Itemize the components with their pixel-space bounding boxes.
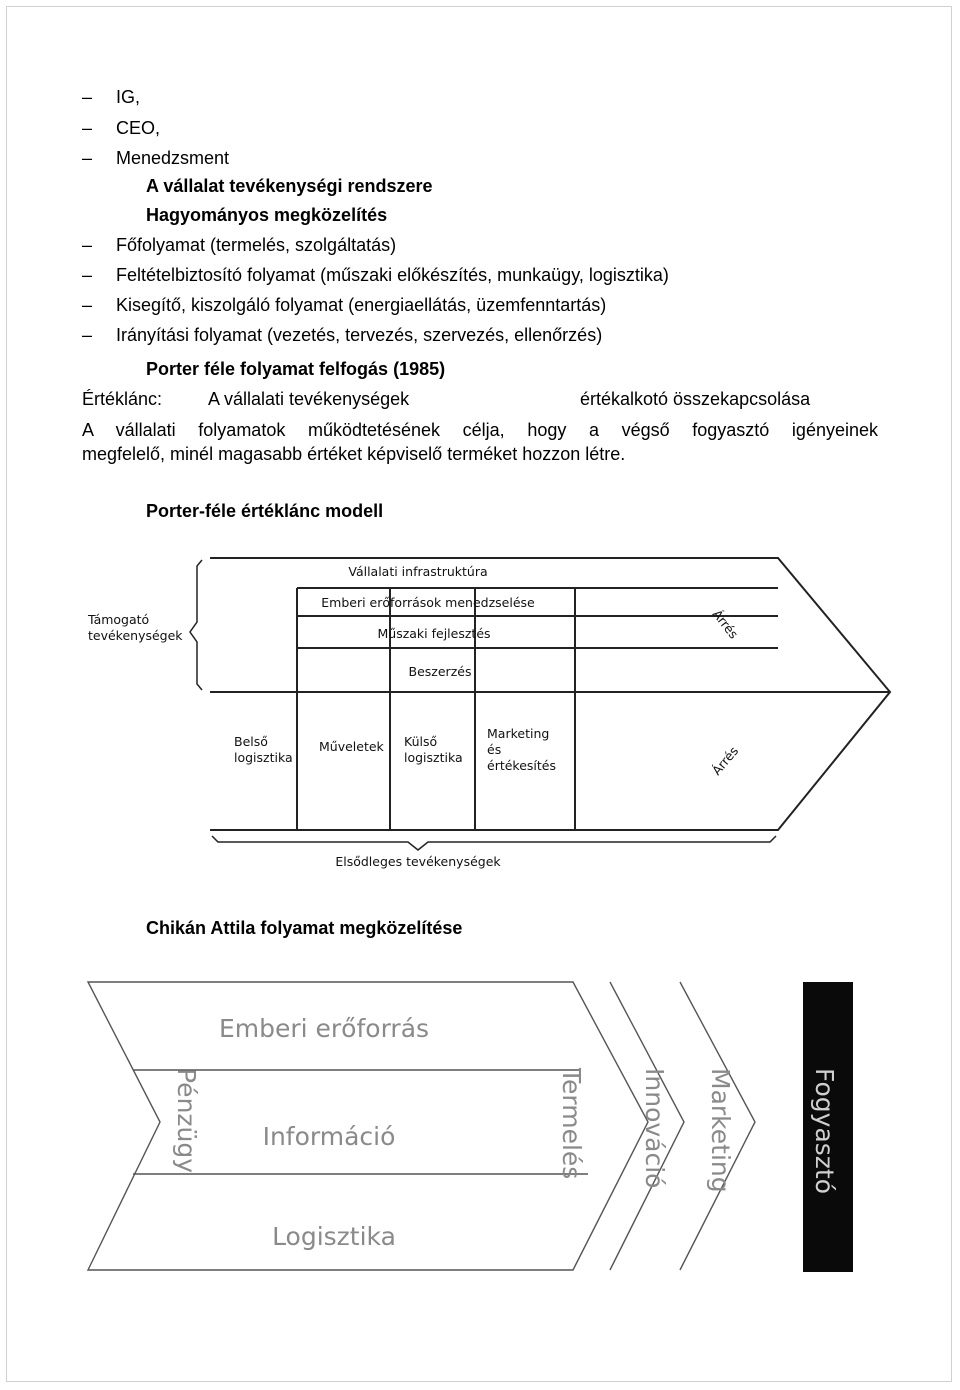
- paragraph-line-1: A vállalati folyamatok működtetésének célja, hogy a végső fogyasztó igényeinek: [82, 420, 878, 440]
- list-item: – Főfolyamat (termelés, szolgáltatás): [82, 235, 397, 255]
- primary-brace: [212, 836, 776, 850]
- porter-value-chain-diagram: [0, 540, 960, 880]
- list-item: – Irányítási folyamat (vezetés, tervezés, szervezés, ellenőrzés): [82, 325, 603, 345]
- porter-marketing-label-3: értékesítés: [487, 758, 556, 773]
- porter-support-label-2: tevékenységek: [88, 628, 183, 643]
- chikan-innovation-label: Innováció: [640, 1068, 669, 1189]
- list-item: – Feltételbiztosító folyamat (műszaki előkészítés, munkaügy, logisztika): [82, 265, 669, 285]
- list-item: – IG,: [82, 87, 141, 107]
- chikan-info-label: Információ: [262, 1122, 396, 1151]
- heading-chikan-approach: Chikán Attila folyamat megközelítése: [146, 918, 463, 938]
- porter-procurement-label: Beszerzés: [408, 664, 472, 679]
- chikan-production-label: Termelés: [557, 1068, 586, 1180]
- porter-marketing-label-1: Marketing: [487, 726, 550, 741]
- paragraph-line-2: megfelelő, minél magasabb értéket képviselő terméket hozzon létre.: [82, 444, 626, 464]
- heading-traditional-approach: Hagyományos megközelítés: [146, 205, 388, 225]
- chikan-finance-label: Pénzügy: [172, 1068, 201, 1174]
- porter-margin-label-top: Árrés: [709, 606, 742, 642]
- list-item: – Menedzsment: [82, 148, 230, 168]
- chikan-hr-label: Emberi erőforrás: [218, 1014, 430, 1043]
- porter-infrastructure-label: Vállalati infrastruktúra: [348, 564, 488, 579]
- porter-hr-label: Emberi erőforrások menedzselése: [321, 595, 535, 610]
- porter-inbound-label-2: logisztika: [234, 750, 293, 765]
- heading-porter-approach: Porter féle folyamat felfogás (1985): [146, 359, 446, 379]
- porter-operations-label: Műveletek: [319, 739, 384, 754]
- chikan-consumer-label: Fogyasztó: [810, 1068, 839, 1195]
- value-chain-label: Értéklánc:: [82, 389, 163, 409]
- porter-marketing-label-2: és: [487, 742, 502, 757]
- list-item: – CEO,: [82, 118, 161, 138]
- support-brace: [190, 560, 202, 690]
- value-chain-part2: értékalkotó összekapcsolása: [580, 389, 811, 409]
- value-chain-part1: A vállalati tevékenységek: [208, 389, 410, 409]
- heading-activity-system: A vállalat tevékenységi rendszere: [146, 176, 433, 196]
- list-item: – Kisegítő, kiszolgáló folyamat (energiaellátás, üzemfenntartás): [82, 295, 607, 315]
- porter-primary-label: Elsődleges tevékenységek: [335, 854, 501, 869]
- chikan-marketing-label: Marketing: [706, 1068, 735, 1193]
- chikan-process-diagram: [0, 970, 960, 1290]
- chikan-logistics-label: Logisztika: [272, 1222, 396, 1251]
- porter-outline: [210, 558, 890, 830]
- porter-support-label-1: Támogató: [88, 612, 150, 627]
- porter-margin-label-bottom: Árrés: [708, 743, 742, 778]
- porter-outbound-label-2: logisztika: [404, 750, 463, 765]
- heading-porter-model: Porter-féle értéklánc modell: [146, 501, 384, 521]
- porter-inbound-label-1: Belső: [234, 734, 268, 749]
- porter-tech-label: Műszaki fejlesztés: [377, 626, 491, 641]
- porter-outbound-label-1: Külső: [404, 734, 438, 749]
